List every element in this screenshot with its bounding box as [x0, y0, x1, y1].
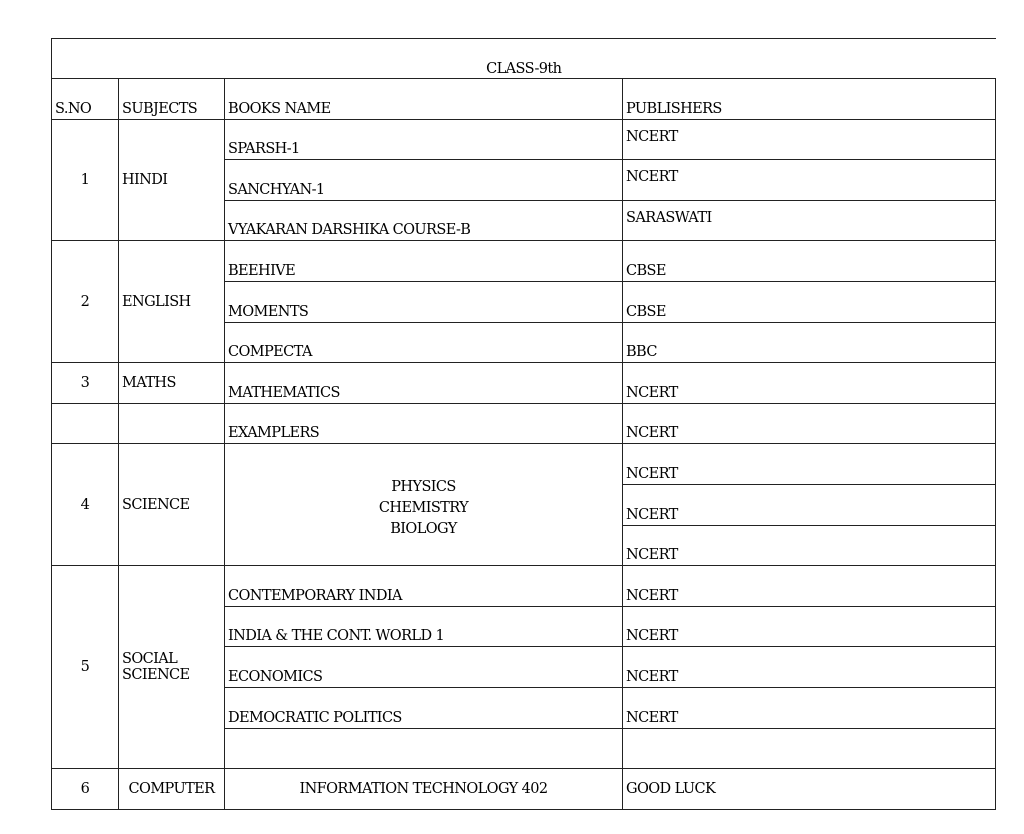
publisher-cell: NCERT: [623, 606, 996, 647]
header-sno: S.NO: [52, 79, 119, 120]
publisher-cell: NCERT: [623, 484, 996, 525]
subject-cell: SCIENCE: [119, 444, 225, 566]
header-subjects: SUBJECTS: [119, 79, 225, 120]
table-title: CLASS-9th: [52, 39, 996, 79]
subject-cell: MATHS: [119, 363, 225, 404]
table-row: [52, 363, 996, 404]
publisher-cell: NCERT: [623, 119, 996, 160]
book-cell: [225, 728, 623, 769]
book-name: PHYSICS: [391, 479, 456, 496]
book-name: CHEMISTRY: [378, 500, 469, 517]
header-publishers: PUBLISHERS: [623, 79, 996, 120]
subject-cell: COMPUTER: [119, 769, 225, 810]
sno-cell: 4: [52, 444, 119, 566]
publisher-cell: CBSE: [623, 281, 996, 322]
subject-line: SOCIAL: [122, 651, 178, 668]
table-row: [52, 403, 996, 444]
sno-cell-empty: [52, 403, 119, 444]
table-row: [52, 444, 996, 485]
publisher-cell: NCERT: [623, 566, 996, 607]
subject-cell: ENGLISH: [119, 241, 225, 363]
subject-line: SCIENCE: [122, 667, 190, 684]
table-row: [52, 119, 996, 160]
subject-cell-empty: [119, 403, 225, 444]
publisher-cell: NCERT: [623, 363, 996, 404]
publisher-cell: NCERT: [623, 687, 996, 728]
book-name: BIOLOGY: [390, 521, 457, 538]
science-books-cell: [225, 444, 623, 566]
subject-cell: [119, 566, 225, 769]
publisher-cell: NCERT: [623, 525, 996, 566]
publisher-cell: GOOD LUCK: [623, 769, 996, 810]
book-cell: MOMENTS: [225, 281, 623, 322]
title-row: [52, 39, 996, 79]
table-row: [52, 566, 996, 607]
book-cell: SANCHYAN-1: [225, 160, 623, 201]
book-cell: CONTEMPORARY INDIA: [225, 566, 623, 607]
book-cell: BEEHIVE: [225, 241, 623, 282]
book-cell: DEMOCRATIC POLITICS: [225, 687, 623, 728]
table-row: [52, 241, 996, 282]
book-cell: INDIA & THE CONT. WORLD 1: [225, 606, 623, 647]
class-9-book-list-table: [51, 38, 996, 810]
book-cell: MATHEMATICS: [225, 363, 623, 404]
sno-cell: 6: [52, 769, 119, 810]
publisher-cell: NCERT: [623, 444, 996, 485]
sno-cell: 2: [52, 241, 119, 363]
sno-cell: 1: [52, 119, 119, 241]
book-cell: ECONOMICS: [225, 647, 623, 688]
book-cell: INFORMATION TECHNOLOGY 402: [225, 769, 623, 810]
publisher-cell: NCERT: [623, 647, 996, 688]
table-row: [52, 769, 996, 810]
sno-cell: 5: [52, 566, 119, 769]
publisher-cell: BBC: [623, 322, 996, 363]
subject-cell: HINDI: [119, 119, 225, 241]
publisher-cell: CBSE: [623, 241, 996, 282]
publisher-cell: NCERT: [623, 160, 996, 201]
book-cell: COMPECTA: [225, 322, 623, 363]
sno-cell: 3: [52, 363, 119, 404]
publisher-cell: NCERT: [623, 403, 996, 444]
book-cell: EXAMPLERS: [225, 403, 623, 444]
header-books-name: BOOKS NAME: [225, 79, 623, 120]
publisher-cell: [623, 728, 996, 769]
header-row: [52, 79, 996, 120]
book-cell: VYAKARAN DARSHIKA COURSE-B: [225, 200, 623, 241]
book-cell: SPARSH-1: [225, 119, 623, 160]
publisher-cell: SARASWATI: [623, 200, 996, 241]
